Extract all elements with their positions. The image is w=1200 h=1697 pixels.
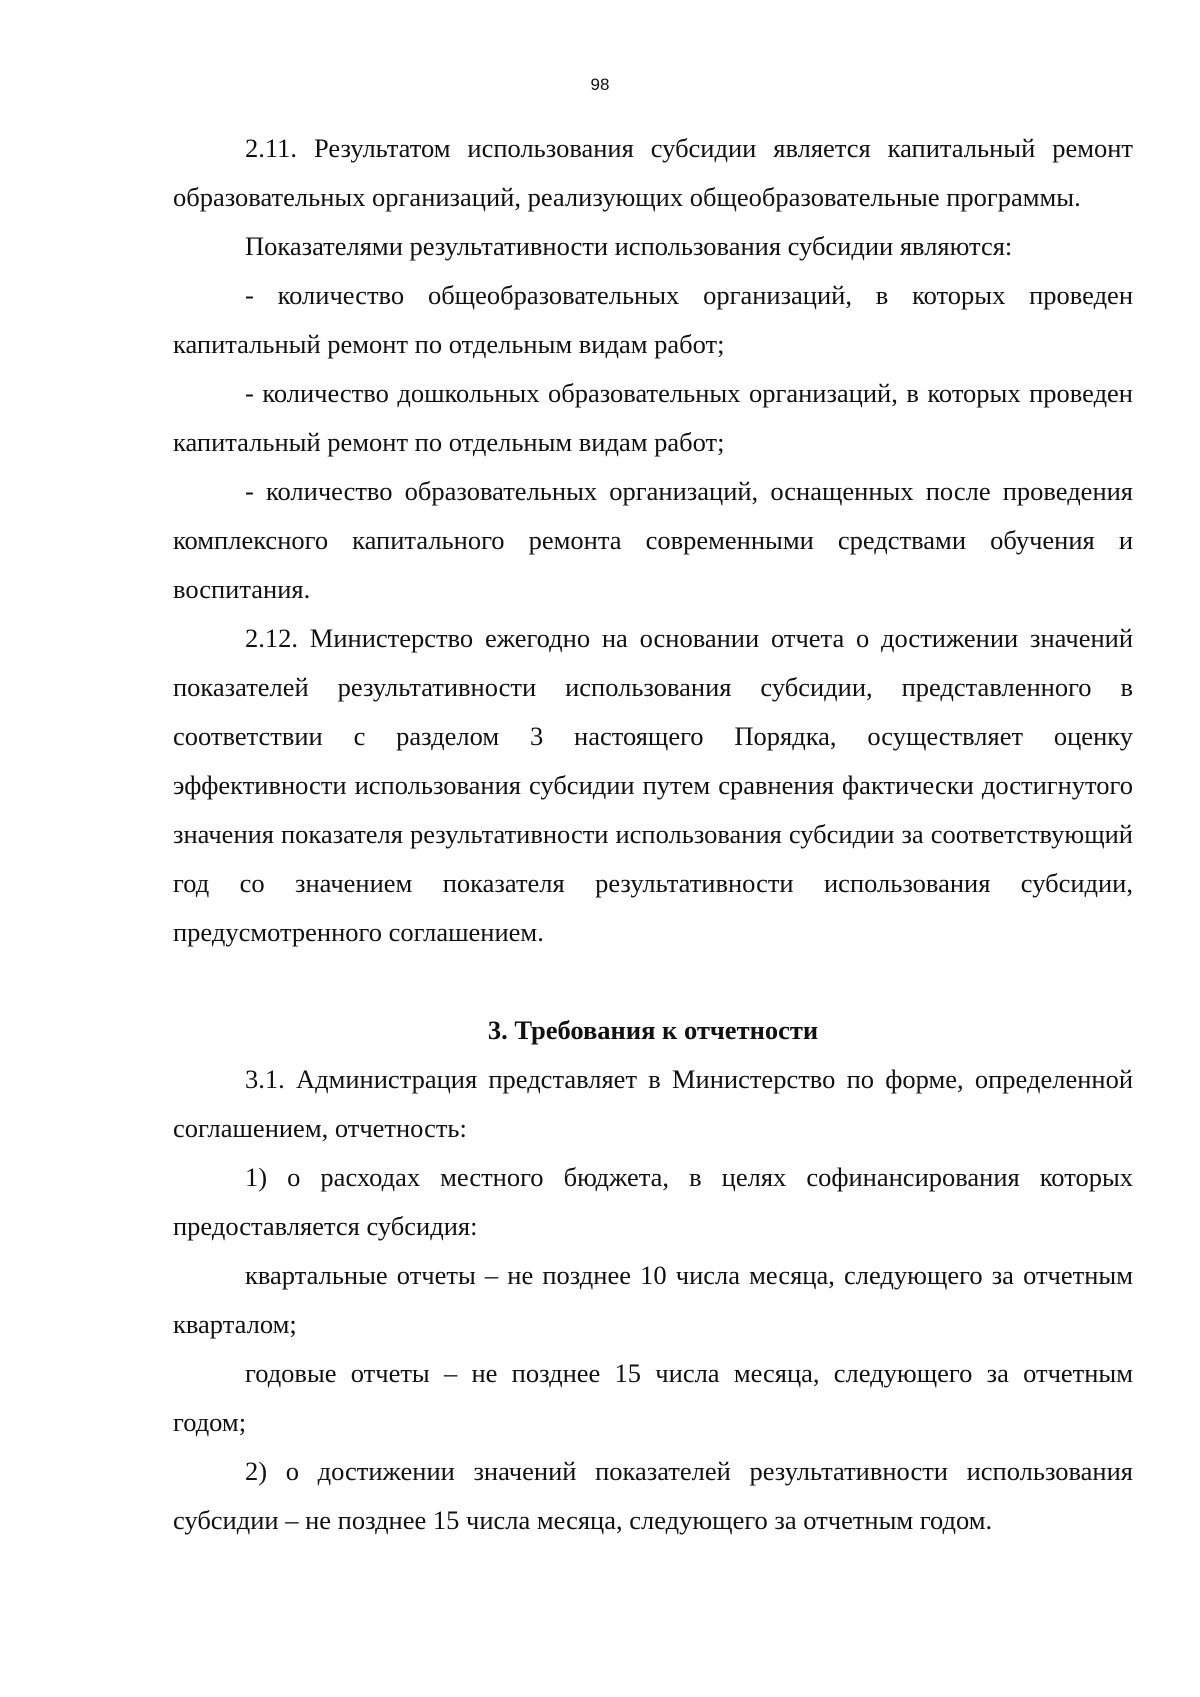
section-heading: 3. Требования к отчетности xyxy=(487,1015,819,1045)
indicator-item-3: - количество образовательных организаций, оснащенных после проведения комплексного капитального ремонта современными средствами обучения и воспитания. xyxy=(173,476,1133,604)
paragraph-2-12: 2.12. Министерство ежегодно на основании отчета о достижении значений показателей результативности использования субсидии, представленного в соответствии с разделом 3 настоящего Порядка, осуществляет оценку эффективности использования субсидии путем сравнения фактически достигнутого значения показателя результативности использования субсидии за соответствующий год со значением показателя результативности использования субсидии, предусмотренного соглашением. xyxy=(173,623,1133,947)
annual-reports: годовые отчеты – не позднее 15 числа месяца, следующего за отчетным годом; xyxy=(173,1358,1133,1437)
page-number: 98 xyxy=(590,75,610,94)
paragraph-3-1: 3.1. Администрация представляет в Министерство по форме, определенной соглашением, отчетность: xyxy=(173,1064,1133,1143)
document-body xyxy=(173,124,1133,1545)
indicator-item-1: - количество общеобразовательных организаций, в которых проведен капитальный ремонт по отдельным видам работ; xyxy=(173,280,1133,359)
reporting-item-2: 2) о достижении значений показателей результативности использования субсидии – не позднее 15 числа месяца, следующего за отчетным годом. xyxy=(173,1456,1133,1535)
quarterly-reports: квартальные отчеты – не позднее 10 числа месяца, следующего за отчетным кварталом; xyxy=(173,1260,1133,1339)
indicator-item-2: - количество дошкольных образовательных организаций, в которых проведен капитальный ремонт по отдельным видам работ; xyxy=(173,378,1133,457)
indicators-intro: Показателями результативности использования субсидии являются: xyxy=(245,231,1013,261)
paragraph-2-11: 2.11. Результатом использования субсидии является капитальный ремонт образовательных организаций, реализующих общеобразовательные программы. xyxy=(173,133,1133,212)
reporting-item-1: 1) о расходах местного бюджета, в целях софинансирования которых предоставляется субсидия: xyxy=(173,1162,1133,1241)
